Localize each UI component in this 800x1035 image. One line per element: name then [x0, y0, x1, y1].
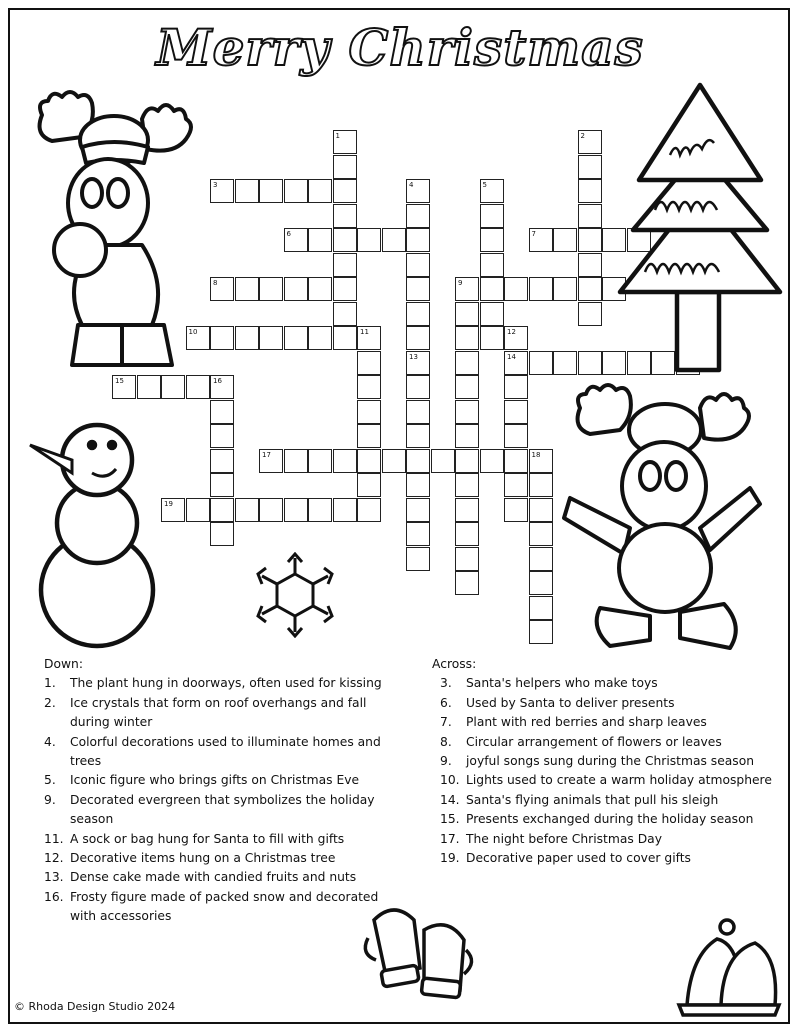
across-clue — [432, 771, 784, 790]
crossword-cell[interactable] — [529, 596, 553, 620]
christmas-tree-icon — [615, 80, 785, 375]
crossword-cell[interactable] — [480, 253, 504, 277]
crossword-cell[interactable] — [357, 498, 381, 522]
clue-number: 15. — [440, 812, 460, 827]
clue-number-label: 15 — [115, 377, 124, 385]
clue-number: 6. — [440, 695, 452, 710]
crossword-cell[interactable] — [406, 326, 430, 350]
crossword-cell[interactable] — [284, 277, 308, 301]
crossword-cell[interactable] — [284, 179, 308, 203]
crossword-cell[interactable] — [333, 277, 357, 301]
clue-number: 5. — [44, 773, 56, 788]
crossword-cell[interactable] — [235, 277, 259, 301]
crossword-cell[interactable] — [504, 375, 528, 399]
down-clue — [44, 849, 388, 868]
across-clue — [432, 694, 784, 713]
crossword-cell[interactable] — [455, 449, 479, 473]
crossword-cell[interactable] — [210, 522, 234, 546]
clue-text: Decorative items hung on a Christmas tree — [70, 851, 336, 866]
down-clue — [44, 771, 388, 790]
crossword-cell[interactable] — [480, 326, 504, 350]
clue-number: 2. — [44, 695, 56, 710]
crossword-cell[interactable] — [259, 326, 283, 350]
crossword-cell[interactable] — [504, 277, 528, 301]
crossword-cell[interactable] — [308, 498, 332, 522]
crossword-cell[interactable] — [480, 302, 504, 326]
clue-number-label: 7 — [531, 230, 536, 238]
across-clue — [432, 713, 784, 732]
clue-number-label: 13 — [409, 352, 418, 361]
crossword-cell[interactable] — [455, 351, 479, 375]
clue-number: 17. — [440, 831, 460, 846]
crossword-cell[interactable] — [431, 449, 455, 473]
crossword-cell[interactable] — [186, 498, 210, 522]
crossword-cell[interactable] — [480, 449, 504, 473]
clue-number: 16. — [44, 889, 64, 904]
crossword-cell[interactable] — [308, 179, 332, 203]
crossword-cell[interactable] — [308, 449, 332, 473]
crossword-cell[interactable] — [529, 351, 553, 375]
clue-text: Plant with red berries and sharp leaves — [466, 715, 707, 730]
clue-number-label: 9 — [458, 279, 463, 287]
crossword-cell[interactable] — [357, 449, 381, 473]
crossword-cell[interactable] — [210, 326, 234, 350]
down-clue — [44, 830, 388, 849]
clue-text: Ice crystals that form on roof overhangs and fall during winter — [70, 695, 367, 730]
clue-text: Colorful decorations used to illuminate homes and trees — [70, 734, 381, 769]
across-clue — [432, 810, 784, 829]
crossword-cell[interactable] — [529, 473, 553, 497]
clue-number-label: 16 — [213, 377, 222, 385]
crossword-cell[interactable] — [504, 400, 528, 424]
crossword-cell[interactable] — [382, 228, 406, 252]
clue-number-label: 6 — [286, 230, 291, 238]
crossword-cell[interactable] — [406, 449, 430, 473]
moose-icon — [22, 85, 202, 375]
crossword-cell[interactable] — [186, 375, 210, 399]
crossword-cell[interactable] — [480, 277, 504, 301]
crossword-cell[interactable] — [308, 277, 332, 301]
crossword-cell[interactable] — [455, 571, 479, 595]
crossword-cell[interactable] — [529, 522, 553, 546]
clue-number: 4. — [44, 734, 56, 749]
crossword-cell[interactable] — [161, 375, 185, 399]
crossword-cell[interactable] — [357, 424, 381, 448]
clue-number-label: 5 — [482, 181, 487, 189]
crossword-cell[interactable] — [578, 228, 602, 252]
clue-number: 3. — [440, 676, 452, 691]
clue-text: Lights used to create a warm holiday atmosphere — [466, 773, 772, 788]
crossword-cell[interactable] — [259, 179, 283, 203]
crossword-cell[interactable] — [455, 498, 479, 522]
clue-number-label: 4 — [409, 181, 414, 189]
crossword-cell[interactable] — [578, 204, 602, 228]
crossword-cell[interactable] — [357, 351, 381, 375]
crossword-cell[interactable] — [210, 449, 234, 473]
crossword-cell[interactable] — [455, 424, 479, 448]
clue-number-label: 17 — [262, 450, 271, 459]
crossword-cell[interactable] — [333, 228, 357, 252]
crossword-cell[interactable] — [333, 155, 357, 179]
crossword-cell[interactable] — [455, 473, 479, 497]
clue-number-label: 19 — [164, 499, 173, 508]
moose-icon — [560, 368, 770, 658]
crossword-cell[interactable] — [406, 400, 430, 424]
crossword-cell[interactable] — [308, 228, 332, 252]
across-clue — [432, 791, 784, 810]
crossword-cell[interactable] — [504, 424, 528, 448]
crossword-cell[interactable] — [210, 424, 234, 448]
crossword-cell[interactable] — [553, 277, 577, 301]
crossword-cell[interactable] — [455, 547, 479, 571]
clue-number: 1. — [44, 676, 56, 691]
crossword-cell[interactable] — [210, 473, 234, 497]
snowman-icon — [22, 415, 172, 650]
clue-text: Presents exchanged during the holiday season — [466, 812, 754, 827]
crossword-cell[interactable] — [553, 228, 577, 252]
crossword-cell[interactable] — [137, 375, 161, 399]
down-clue — [44, 694, 388, 733]
clue-number-label: 3 — [213, 181, 218, 189]
copyright-text: © Rhoda Design Studio 2024 — [14, 1000, 176, 1013]
crossword-cell[interactable] — [333, 449, 357, 473]
crossword-cell[interactable] — [480, 204, 504, 228]
clue-number: 11. — [44, 831, 64, 846]
clue-number-label: 10 — [188, 328, 198, 336]
clue-number-label: 12 — [507, 328, 516, 336]
clue-text: Santa's flying animals that pull his sleigh — [466, 792, 719, 807]
crossword-cell[interactable] — [406, 277, 430, 301]
clue-number-label: 14 — [507, 352, 516, 361]
crossword-cell[interactable] — [235, 179, 259, 203]
across-clue — [432, 752, 784, 771]
clue-number: 12. — [44, 851, 64, 866]
clue-number-label: 1 — [335, 132, 340, 140]
crossword-cell[interactable] — [455, 302, 479, 326]
crossword-cell[interactable] — [284, 498, 308, 522]
crossword-cell[interactable] — [406, 547, 430, 571]
snowflake-icon — [252, 552, 338, 638]
crossword-cell[interactable] — [357, 375, 381, 399]
page-title: Merry Christmas — [156, 18, 644, 77]
crossword-cell[interactable] — [357, 473, 381, 497]
crossword-cell[interactable] — [259, 277, 283, 301]
crossword-cell[interactable] — [529, 277, 553, 301]
down-clues — [44, 655, 388, 927]
crossword-cell[interactable] — [357, 228, 381, 252]
crossword-cell[interactable] — [504, 449, 528, 473]
crossword-cell[interactable] — [504, 498, 528, 522]
bells-icon — [665, 915, 785, 1020]
crossword-cell[interactable] — [529, 498, 553, 522]
crossword-cell[interactable] — [382, 449, 406, 473]
clue-text: Iconic figure who brings gifts on Christmas Eve — [70, 773, 360, 788]
clue-text: Santa's helpers who make toys — [466, 676, 658, 691]
clue-text: A sock or bag hung for Santa to fill with gifts — [70, 831, 345, 846]
crossword-cell[interactable] — [333, 326, 357, 350]
clue-number-label: 8 — [213, 279, 218, 287]
crossword-cell[interactable] — [406, 522, 430, 546]
clue-text: The night before Christmas Day — [466, 831, 662, 846]
crossword-cell[interactable] — [308, 326, 332, 350]
crossword-cell[interactable] — [406, 473, 430, 497]
clue-text: Dense cake made with candied fruits and nuts — [70, 870, 357, 885]
crossword-cell[interactable] — [578, 277, 602, 301]
down-clue — [44, 868, 388, 887]
across-heading: Across: — [432, 657, 477, 671]
crossword-cell[interactable] — [333, 179, 357, 203]
crossword-cell[interactable] — [578, 155, 602, 179]
crossword-cell[interactable] — [210, 498, 234, 522]
crossword-cell[interactable] — [455, 375, 479, 399]
across-clues — [432, 655, 784, 868]
clue-text: Frosty figure made of packed snow and decorated with accessories — [70, 889, 379, 924]
crossword-cell[interactable] — [455, 326, 479, 350]
clue-number-label: 11 — [360, 328, 369, 336]
clue-number: 13. — [44, 870, 64, 885]
crossword-cell[interactable] — [357, 400, 381, 424]
crossword-cell[interactable] — [480, 228, 504, 252]
crossword-cell[interactable] — [529, 547, 553, 571]
across-clue — [432, 733, 784, 752]
across-clue — [432, 674, 784, 693]
crossword-cell[interactable] — [578, 253, 602, 277]
down-clue — [44, 733, 388, 772]
crossword-cell[interactable] — [406, 204, 430, 228]
crossword-cell[interactable] — [406, 498, 430, 522]
down-clue — [44, 888, 388, 927]
clue-number: 9. — [44, 792, 56, 807]
crossword-cell[interactable] — [284, 449, 308, 473]
crossword-cell[interactable] — [406, 253, 430, 277]
crossword-cell[interactable] — [333, 498, 357, 522]
crossword-cell[interactable] — [333, 204, 357, 228]
crossword-cell[interactable] — [529, 620, 553, 644]
down-clue — [44, 674, 388, 693]
crossword-cell[interactable] — [406, 424, 430, 448]
down-clue — [44, 791, 388, 830]
across-clue — [432, 849, 784, 868]
down-heading: Down: — [44, 657, 83, 671]
crossword-cell[interactable] — [406, 228, 430, 252]
crossword-cell[interactable] — [235, 498, 259, 522]
crossword-cell[interactable] — [578, 179, 602, 203]
clue-number: 9. — [440, 754, 452, 769]
clue-number-label: 18 — [531, 450, 541, 459]
crossword-cell[interactable] — [406, 302, 430, 326]
clue-number: 10. — [440, 773, 460, 788]
crossword-cell[interactable] — [333, 253, 357, 277]
clue-text: joyful songs sung during the Christmas season — [466, 754, 755, 769]
clue-number-label: 2 — [580, 132, 585, 140]
crossword-cell[interactable] — [235, 326, 259, 350]
crossword-cell[interactable] — [504, 473, 528, 497]
clue-number: 7. — [440, 715, 452, 730]
crossword-cell[interactable] — [259, 498, 283, 522]
crossword-cell[interactable] — [333, 302, 357, 326]
crossword-cell[interactable] — [529, 571, 553, 595]
crossword-cell[interactable] — [210, 400, 234, 424]
crossword-cell[interactable] — [406, 375, 430, 399]
crossword-cell[interactable] — [578, 302, 602, 326]
crossword-cell[interactable] — [455, 522, 479, 546]
clue-number: 19. — [440, 851, 460, 866]
clue-text: Decorated evergreen that symbolizes the holiday season — [70, 792, 375, 827]
clue-text: Used by Santa to deliver presents — [466, 695, 675, 710]
clue-number: 8. — [440, 734, 452, 749]
clue-number: 14. — [440, 792, 460, 807]
clue-text: The plant hung in doorways, often used for kissing — [70, 676, 382, 691]
clue-text: Decorative paper used to cover gifts — [466, 851, 691, 866]
across-clue — [432, 830, 784, 849]
crossword-cell[interactable] — [284, 326, 308, 350]
clue-text: Circular arrangement of flowers or leaves — [466, 734, 722, 749]
crossword-cell[interactable] — [455, 400, 479, 424]
